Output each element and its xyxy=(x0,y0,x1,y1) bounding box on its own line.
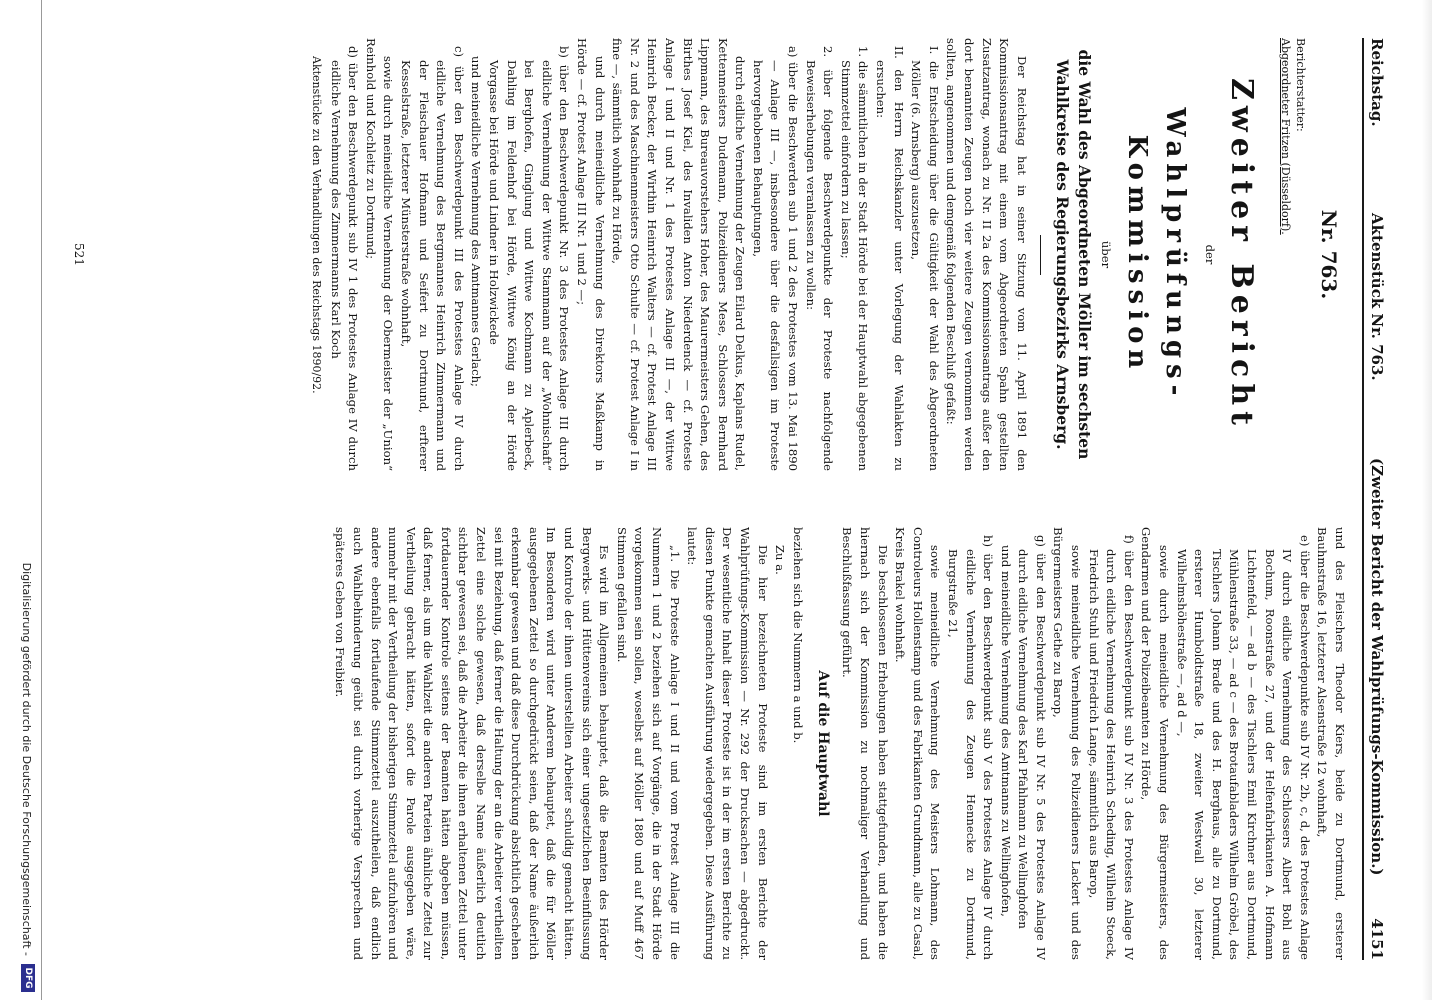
list-item: 2. über folgende Beschwerdepunkte der Proteste nachfolgende Beweiserhebungen veranlassen zu wollen: xyxy=(803,46,836,471)
paragraph: sowie durch meineidliche Vernehmung des Bürgermeisters, des Gendarmen und der Polizeibeamten zu Hörde, xyxy=(1139,527,1172,960)
list-item: I. die Entscheidung über die Gültigkeit der Wahl des Abgeordneten Möller (6. Arnsberg) auszusetzen, xyxy=(909,46,941,471)
paragraph: sowie meineidliche Vernehmung des Meisters Lohmann, des Controleurs Hollenstamp und des Fabrikanten Grundmann, alle zu Casal, Kreis Brakel wohnhaft. xyxy=(893,527,943,960)
header-left: Reichstag. xyxy=(1368,38,1386,127)
dfg-logo: DFG xyxy=(21,964,35,992)
paragraph: sowie durch meineidliche Vernehmung der Obermeister der „Union“ Reinhold und Kochleitz zu Dortmund; xyxy=(363,38,396,471)
paragraph: Die hier bezeichneten Proteste sind im ersten Berichte der Wahlprüfungs-Kommission — Nr. 292 der Drucksachen — abgedruckt. Der wesentliche Inhalt dieser Proteste ist in der im ersten Berichte zu diesen Punkte gemachten Ausführung wiedergegeben. Diese Ausführung lautet: xyxy=(685,527,770,960)
list-item: e) über die Beschwerdepunkte sub IV Nr. 2b, c, d, des Protestes Anlage IV durch eidliche Vernehmung des Schlossers Albert Bohl aus Bochum, Roonstraße 27, und der Helfenfabrikanten A. Hofmann Lichtenfeld, — ad b — des Tischlers Emil Kirchner aus Dortmund, Mühlenstraße 33, — ad c — des Brotaufabladers Wilhelm Gröbel, des Tischlers Johann Brade und des H. Berghaus, alle zu Dortmund, ersterer Humboldtstraße 18, zweiter Westwall 30, letzterer Wilhelmshöhestraße —, ad d —, xyxy=(1174,535,1312,960)
list-item: h) über den Beschwerdepunkt sub V des Protestes Anlage IV durch eidliche Vernehmung des Zeugen Hennecke zu Dortmund, Burgstraße 21, xyxy=(945,535,996,960)
word-der: der xyxy=(1203,244,1217,265)
title-rule xyxy=(1040,235,1041,275)
report-subtitle: die Wahl des Abgeordneten Möller im sechsten Wahlkreise des Regierungsbezirks Arnsberg. xyxy=(1052,49,1094,460)
list-item: f) über den Beschwerdepunkt sub IV Nr. 3 des Protestes Anlage IV durch eidliche Vernehmung des Heinrich Scheding, Wilhelm Stoeck, Friedrich Stuhl und Friedrich Lange, sämmtlich aus Barop, xyxy=(1086,535,1136,960)
commission-title: Wahlprüfungs-Kommission xyxy=(1122,107,1191,402)
rapporteur-name: Abgeordneter Fritzen (Düsseldorf). xyxy=(1279,38,1292,235)
paragraph: Es wird im Allgemeinen behauptet, daß die Beamten des Hörder Bergwerks- und Hüttenvereins sich einer ungesetzlichen Beeinflussung und Kontrole der ihnen unterstellten Arbeiter schuldig gemacht hätten. Im Besonderen wird unter Anderem behauptet, daß die für Möller ausgegebenen Zettel so durchgedrückt seien, daß der Name äußerlich erkennbar gewesen und daß diese Durchdrückung absichtlich geschehen sei mit Beziehung, daß ferner die Haltung der an die Arbeiter vertheilten Zettel eine solche gewesen, daß derselbe Name äußerlich deutlich sichtbar gewesen sei, daß die Arbeiter die ihnen erhaltenen Zettel unter fortdauernder Kontrole seitens der Beamten hätten abgeben müssen, daß ferner, als um die Wahlzeit die anderen Parteien ähnliche Zettel zur Vertheilung gebracht hätten, sofort die Parole ausgegeben wäre, nunmehr mit der Vertheilung der bisherigen Stimmzettel aufzuhören und andere ebenfalls fortlaufende Stimmzettel auszutheilen, daß endlich auch Wahlbehinderung geübt sei durch vorherige Versprechen und späteres Geben von Freibier. xyxy=(333,527,612,960)
list-item: g) über den Beschwerdepunkt sub IV Nr. 5 des Protestes Anlage IV durch eidliche Vernehmung des Karl Pfahlmann zu Wellinghofen xyxy=(1016,535,1048,960)
page-number: 521 xyxy=(72,243,86,266)
paragraph: und meineidliche Vernehmung des Amtmannes Gerlach; xyxy=(469,56,484,387)
section-heading: Auf die Hauptwahl xyxy=(814,670,831,817)
paragraph: beziehen sich die Nummern a und b. xyxy=(790,527,805,744)
header-page-number: 4151 xyxy=(1368,918,1386,960)
running-header xyxy=(1362,38,1390,960)
paragraph: „1. Die Proteste Anlage I und II und vom Protest Anlage III die Nummern 1 und 2 beziehen sich auf Vorgänge, die in der Stadt Hörde vorgekommen sein sollen, woselbst auf Möller 1880 und auf Muff 467 Stimmen gefallen sind. xyxy=(614,527,682,960)
word-ueber: über xyxy=(1099,240,1114,269)
list-item: II. den Herrn Reichskanzler unter Vorlegung der Wahlakten zu ersuchen: xyxy=(874,46,906,471)
paragraph: Der Reichstag hat in seiner Sitzung vom 11. April 1891 den Kommissionsantrag mit einem vom Abgeordneten Spahn gestellten Zusatzantrag, wonach zu Nr. II 2a des Kommissionsantrags außer den dort benannten Zeugen noch vier weitere Zeugen vernommen werden sollten, angenommen und demgemäß folgenden Beschluß gefaßt: xyxy=(944,38,1029,471)
report-title: Zweiter Bericht xyxy=(1224,78,1259,431)
digitization-footer xyxy=(0,0,42,1000)
right-column xyxy=(118,527,1348,960)
list-item: b) über den Beschwerdepunkt Nr. 3 des Protestes Anlage III durch eidliche Vernehmung der Wittwe Stammann auf der „Wohnischaft“ bei Berghofen, Ginglung und Wittwe Kochmann zu Aplerbeck, Dahling im Feldenhof bei Hörde, Wittwe König an der Hörde Vorgasse bei Hörde und Lindner in Holzwickede xyxy=(487,46,572,471)
list-item: c) über den Beschwerdepunkt III des Protestes Anlage IV durch eidliche Vernehmung des Bergmannes Heinrich Zimmermann und der Fleischauer Hofmann und Seifert zu Dortmund, erfterer Kesselstraße, letzterer Münsterstraße wohnhaft, xyxy=(399,46,466,471)
rapporteur-label: Berichterstatter: xyxy=(1294,38,1307,132)
paragraph: Die beschlossenen Erhebungen haben stattgefunden, und haben die hiernach sich der Kommission zu nochmaliger Verhandlung und Beschlußfassung geführt. xyxy=(840,527,890,960)
list-item: d) über den Beschwerdepunkt sub IV 1 des Protestes Anlage IV durch eidliche Vernehmung des Zimmermanns Karl Koch xyxy=(328,46,361,471)
paragraph: und des Fleischers Theodor Kiers, beide zu Dortmund, ersterer Bauhmstraße 16, letzterer Alsenstraße 12 wohnhaft, xyxy=(1315,527,1347,960)
list-item: a) über die Beschwerden sub 1 und 2 des Protestes vom 13. Mai 1890 — Anlage III —, insbesondere über die desfallsigen im Proteste hervorgehobenen Behauptungen, xyxy=(750,46,801,471)
footnote: Aktenstücke zu den Verhandlungen des Reichstags 1890/92. xyxy=(310,56,324,394)
list-item: 1. die sämmtlichen in der Stadt Hörde bei der Hauptwahl abgegebenen Stimmzettel einfordern zu lassen; xyxy=(838,46,871,471)
paragraph: und durch meineidliche Vernehmung des Direktors Maßkamp in Hörde — cf. Protest Anlage III Nr. 1 und 2 —; xyxy=(574,38,607,471)
footer-text: Digitalisierung gefördert durch die Deutsche Forschungsgemeinschaft - xyxy=(20,562,33,956)
scan-edge xyxy=(1422,0,1432,1000)
header-center: Aktenstück Nr. 763. xyxy=(1368,213,1386,381)
document-number: Nr. 763. xyxy=(1317,209,1341,300)
paragraph: sowie meineidliche Vernehmung des Polizeidieners Lackert und des Bürgermeisters Gethe zu Barop, xyxy=(1051,527,1084,960)
paragraph: und meineidliche Vernehmung des Amtmanns zu Wellinghofen, xyxy=(998,545,1013,917)
paragraph: Zu a. xyxy=(773,545,788,575)
left-column xyxy=(118,38,1348,471)
paragraph: durch eidliche Vernehmung der Zeugen Eilard Delkus, Kaplans Rudel, Kettenmeisters Dudemann, Polizeidieners Mese, Schlossers Bernhard Lippmann, des Bureauvorstehers Hoher, des Maurermeisters Gehen, des Birthes Josef Kiel, des Invaliden Anton Niederdenck — cf. Proteste Anlage I und II und Nr. 1 des Protestes Anlage III —, der Wittwe Heinrich Becker, der Wirthin Heinrich Walters — cf. Protest Anlage III Nr. 2 und des Maschinenmeisters Otto Schulte — cf. Protest Anlage I in fine —, sämmtlich wohnhaft zu Hörde, xyxy=(610,38,748,471)
header-right: (Zweiter Bericht der Wahlprüfungs-Kommission.) xyxy=(1368,458,1386,876)
